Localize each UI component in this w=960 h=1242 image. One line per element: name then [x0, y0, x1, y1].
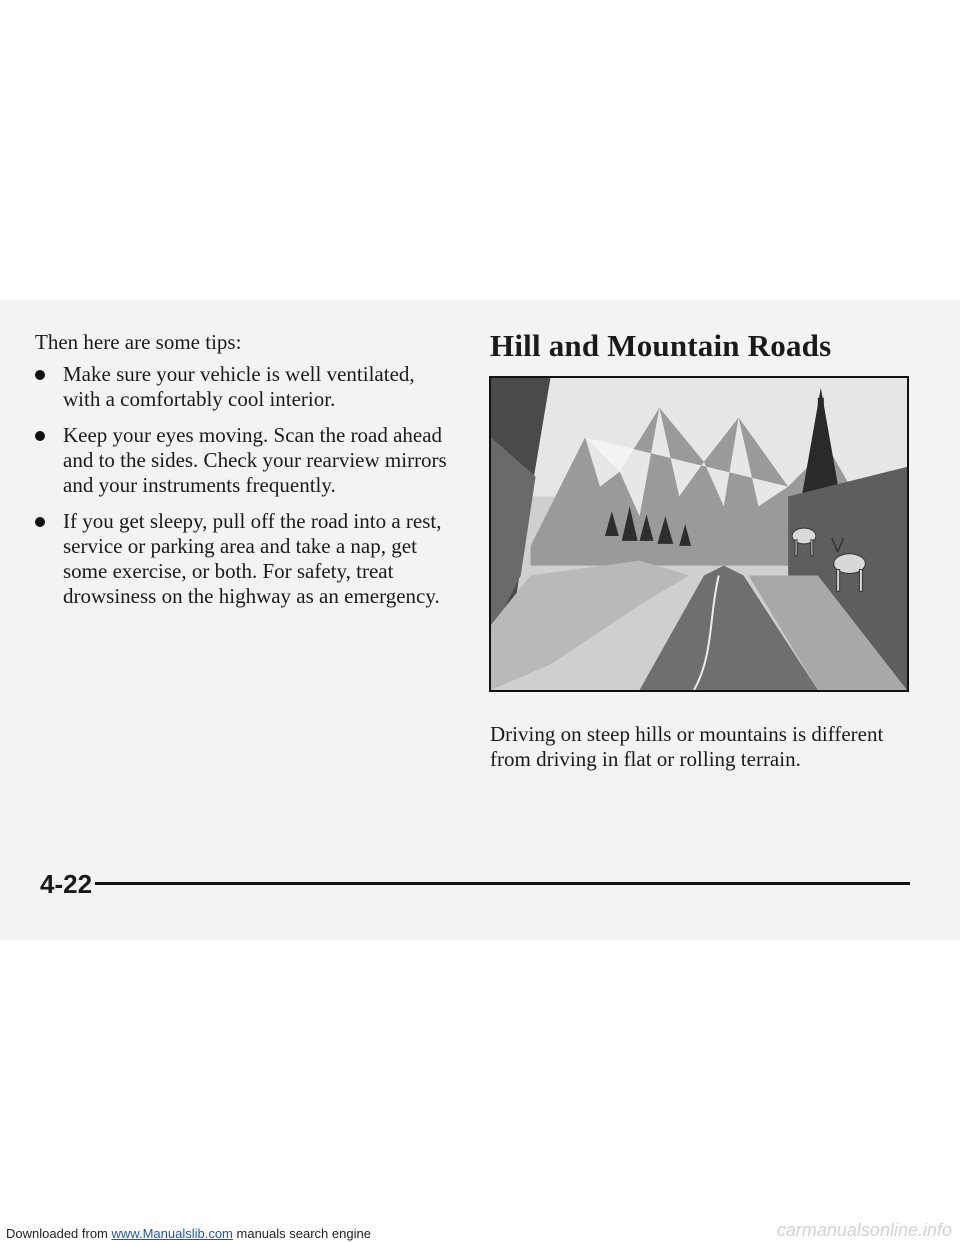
manualslib-link[interactable]: www.Manualslib.com — [111, 1226, 233, 1241]
intro-text: Then here are some tips: — [35, 330, 242, 354]
tips-list — [35, 362, 455, 620]
bullet-icon — [35, 517, 45, 527]
manual-page — [0, 300, 960, 940]
tip-item — [35, 509, 455, 609]
caption-text: Driving on steep hills or mountains is different from driving in flat or rolling terrain. — [490, 722, 884, 771]
tip-text: Make sure your vehicle is well ventilated, with a comfortably cool interior. — [63, 362, 415, 411]
tip-item — [35, 423, 455, 498]
page-number: 4-22 — [40, 869, 93, 899]
bullet-icon — [35, 370, 45, 380]
tip-item — [35, 362, 455, 412]
tip-text: If you get sleepy, pull off the road into a rest, service or parking area and take a nap, get some exercise, or both. For safety, treat drowsiness on the highway as an emergency. — [63, 509, 442, 608]
footer-suffix: manuals search engine — [236, 1226, 371, 1241]
footer-prefix: Downloaded from — [6, 1226, 108, 1241]
download-footer — [6, 1226, 371, 1241]
section-heading: Hill and Mountain Roads — [490, 328, 832, 363]
tip-text: Keep your eyes moving. Scan the road ahead and to the sides. Check your rearview mirrors and your instruments frequently. — [63, 423, 447, 497]
footer-rule — [95, 882, 910, 885]
mountain-road-illustration — [489, 376, 909, 692]
mountain-road-image — [491, 378, 907, 690]
bullet-icon — [35, 431, 45, 441]
watermark: carmanualsonline.info — [776, 1220, 952, 1240]
